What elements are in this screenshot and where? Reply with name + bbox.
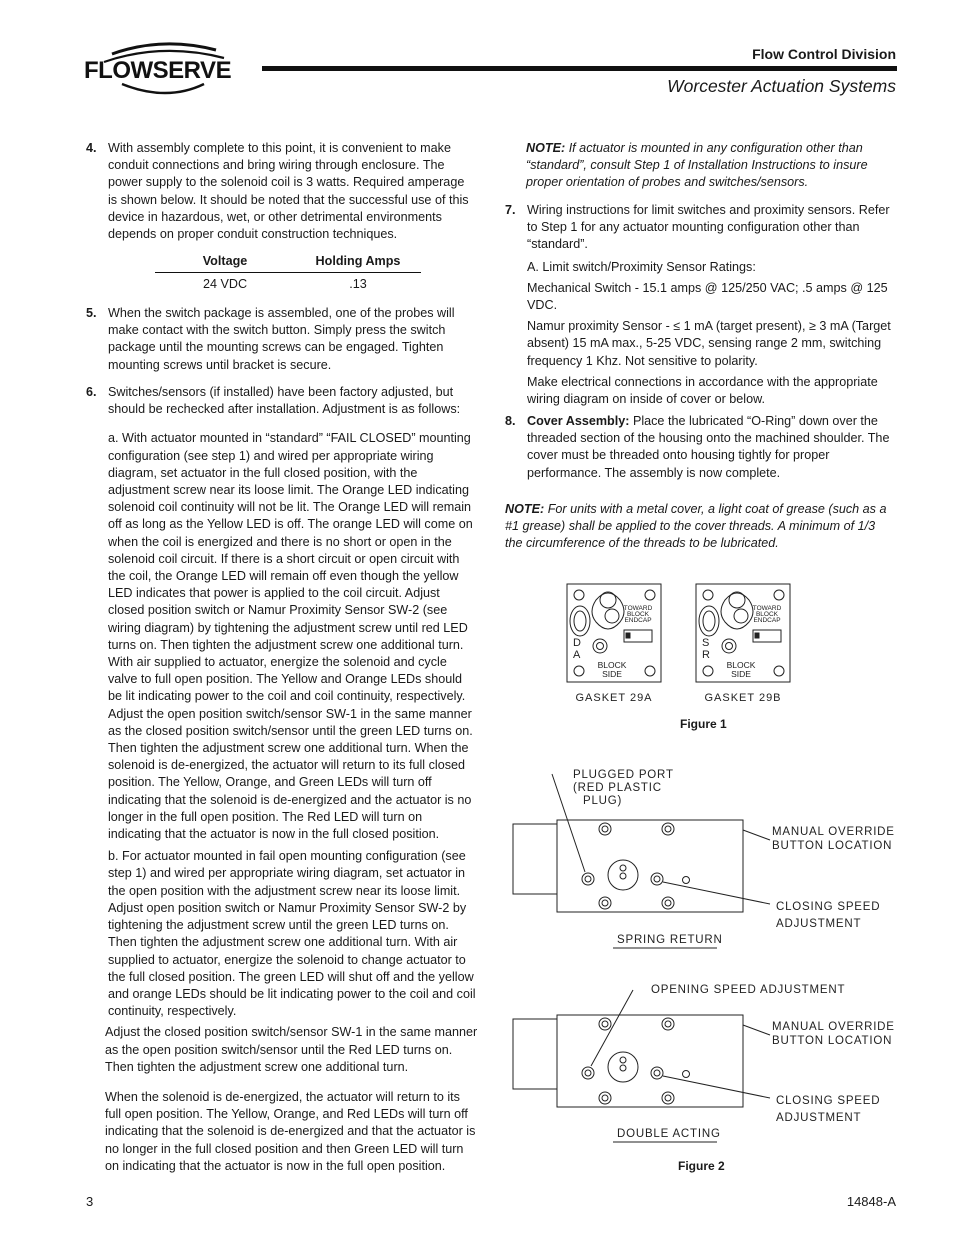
step-8-label: Cover Assembly: [527, 414, 630, 428]
fig1-toward-b-1: TOWARD [752, 605, 782, 612]
fig1-block-b-1: BLOCK [726, 660, 756, 670]
fig1-letter-a: A [573, 649, 581, 661]
gasket-29b [696, 584, 790, 704]
note-2-text: For units with a metal cover, a light coat of grease (such as a #1 grease) shall be applied to the cover threads. A minimum of 1/3 the circumference of the threads to be lubricated. [505, 502, 887, 551]
note-2 [505, 501, 893, 553]
gasket-29a [567, 584, 661, 704]
step-8-text: Place the lubricated “O-Ring” down over the threaded section of the housing onto the machined shoulder. The cover must be threaded onto housing tightly for proper performance. The assembly is now complete. [527, 414, 890, 480]
gasket-29b-label: GASKET 29B [704, 692, 782, 704]
page-number: 3 [86, 1194, 94, 1209]
manual-override-label-3: MANUAL OVERRIDE [772, 1021, 895, 1033]
note-1-text: If actuator is mounted in any configuration other than “standard”, consult Step 1 of Installation Instructions to insure proper orientation of probes and switches/sensors. [526, 141, 868, 190]
closing-speed-label-3: CLOSING SPEED [776, 1095, 881, 1107]
note-1-label: NOTE: [526, 141, 566, 155]
amps-table [155, 252, 421, 291]
fig1-letter-d: D [573, 637, 581, 649]
table-row: 24 VDC .13 [202, 277, 367, 291]
step-4-text: With assembly complete to this point, it is convenient to make conduit connections and bring wiring through enclosure. The power supply to the solenoid coil is 3 watts. Required amperage is shown below. It should be noted that the successful use of this device in hazardous, wet, or other detrimental environments depends on proper conduit construction techniques. [108, 141, 469, 242]
fig1-toward-b-3: ENDCAP [753, 617, 781, 624]
fig1-toward-a-1: TOWARD [623, 605, 653, 612]
note-2-label: NOTE: [505, 502, 545, 516]
figure-1-gaskets [560, 578, 800, 708]
step-6: 6. Switches/sensors (if installed) have been factory adjusted, but should be rechecked after installation. Adjustment is as follows: a. With actuator mounted in “standard” “FAIL CLOSED” mounting configuration (see step 1) and wired per appropriate wiring diagram, set actuator in the full closed position, with the adjustment screw near its loose limit. The Orange LED indicating solenoid coil continuity will not be lit. The Orange LED will remain off as long as the Yellow LED is off. The orange LED will come on when the coil is energized and there is no short or open in the solenoid coil circuit. If there is a short circuit or open circuit with the coil, the Orange LED will remain off even though the yellow LED indicates that power is applied to the coil circuit. Adjust closed position switch or Namur Proximity Sensor SW-2 (see wiring diagram) by tightening the adjustment screw until red LED turns on. Then tighten the adjustment screw one additional turn. With air supplied to actuator, energize the solenoid and cycle valve to full open position. The Yellow and Orange LEDs should be lit indicating power to the coil and coil continuity, respectively. Adjust the open position switch/sensor SW-1 in the same manner as the closed position switch/sensor until the green LED turns on. Then tighten the adjustment screw one additional turn. When the solenoid is de-energized, the actuator will return to its full closed position. The Yellow, Orange, and Green LEDs will turn off indicating that the solenoid is de-energized and the actuator is no longer in the full open position. The Red LED will turn on indicating that the actuator is now in the full closed position. b. For actuator mounted in fail open mounting configuration (see step 1) and wired per appropriate wiring diagram, set actuator in the open position with the adjustment screw near its loose limit. Adjust open position switch or Namur Proximity Sensor SW-2 by tightening the adjustment screw until the green LED turns on. Then tighten the adjustment screw one additional turn. With air supplied to actuator, energize the solenoid to change actuator to the full closed position. The green LED will shut off and the yellow and orange LEDs should be lit indicating power to the coil and coil continuity, respectively. Adjust the closed position switch/sensor SW-1 in the same manner as the open position switch/sensor until the Red LED turns on. Then tighten the adjustment screw one additional turn. When the solenoid is de-energized, the actuator will return to its full open position. The Yellow, Orange, and Red LEDs will turn off indicating that the solenoid is de-energized and that the actuator is no longer in the full closed position and then Green LED will turn on indicating that the actuator is now in the full open position. [86, 384, 478, 1175]
step-4: 4. With assembly complete to this point, it is convenient to make conduit connections and bring wiring through enclosure. The power supply to the solenoid coil is 3 watts. Required amperage is shown below. It should be noted that the successful use of this device in hazardous, wet, or other detrimental environments depends on proper conduit construction techniques. [86, 140, 476, 243]
step-7-namur: Namur proximity Sensor - ≤ 1 mA (target present), ≥ 3 mA (Target absent) 15 mA max., 5-25 VDC, sensing range 2 mm, switching frequency 1 Khz. Not sensitive to polarity. [527, 319, 891, 368]
fig1-block-a-2: SIDE [602, 669, 622, 679]
step-5: 5. When the switch package is assembled, one of the probes will make contact with the switch button. Simply press the switch package until the mounting screws can be engaged. Tighten mounting screws until bracket is secure. [86, 305, 476, 374]
table-header-amps: Holding Amps [295, 252, 421, 273]
plugged-port-label-3: PLUG) [583, 795, 623, 807]
manual-override-label-2: BUTTON LOCATION [772, 840, 893, 852]
step-7-a: A. Limit switch/Proximity Sensor Ratings: [527, 259, 756, 274]
fig1-block-b-2: SIDE [731, 669, 751, 679]
logo-text: FLOWSERVE [84, 57, 232, 84]
closing-speed-label-1: CLOSING SPEED [776, 901, 881, 913]
step-6-text: Switches/sensors (if installed) have been factory adjusted, but should be rechecked after installation. Adjustment is as follows: [108, 385, 461, 417]
step-5-text: When the switch package is assembled, one of the probes will make contact with the switch button. Simply press the switch package until the mounting screws can be engaged. Tighten mounting screws until bracket is secure. [108, 306, 455, 372]
system-title: Worcester Actuation Systems [667, 76, 896, 96]
opening-speed-label: OPENING SPEED ADJUSTMENT [651, 984, 846, 996]
table-header-voltage: Voltage [155, 252, 295, 273]
fig1-toward-a-3: ENDCAP [624, 617, 652, 624]
plugged-port-label-1: PLUGGED PORT [573, 769, 674, 781]
step-6-a: a. With actuator mounted in “standard” “FAIL CLOSED” mounting configuration (see step 1) and wired per appropriate wiring diagram, set actuator in the full closed position, with the adjustment screw near its loose limit. The Orange LED indicating solenoid coil continuity will not be lit. The Orange LED will remain off as long as the Yellow LED is off. The orange LED will come on when the coil is energized and there is no short or open in the solenoid coil circuit. If there is a short circuit or open circuit with the coil, the Orange LED will remain off even though the yellow LED indicates that power is applied to the coil circuit. Adjust closed position switch or Namur Proximity Sensor SW-2 (see wiring diagram) by tightening the adjustment screw until red LED turns on. Then tighten the adjustment screw one additional turn. With air supplied to actuator, energize the solenoid and cycle valve to full open position. The Yellow and Orange LEDs should be lit indicating power to the coil and coil continuity, respectively. Adjust the open position switch/sensor SW-1 in the same manner as the closed position switch/sensor until the green LED turns on. Then tighten the adjustment screw one additional turn. When the solenoid is de-energized, the actuator will return to its full closed position. The Yellow, Orange, and Green LEDs will turn off indicating that the solenoid is de-energized and the actuator is no longer in the full open position. The Red LED will turn on indicating that the actuator is now in the full closed position. [108, 431, 473, 842]
document-number: 14848-A [846, 1194, 896, 1209]
double-acting-block [513, 990, 770, 1107]
manual-override-label-4: BUTTON LOCATION [772, 1035, 893, 1047]
gasket-29a-label: GASKET 29A [575, 692, 653, 704]
step-8: 8. Cover Assembly: Place the lubricated “O-Ring” down over the threaded section of the housing onto the machined shoulder. The cover must be threaded onto housing tightly for proper performance. The assembly is now complete. [505, 414, 890, 480]
note-1 [526, 140, 891, 192]
figure-1-caption: Figure 1 [680, 717, 727, 731]
manual-override-label-1: MANUAL OVERRIDE [772, 826, 895, 838]
division-title: Flow Control Division [752, 46, 896, 62]
step-7: 7. Wiring instructions for limit switches and proximity sensors. Refer to Step 1 for any actuator mounting configuration other than “standard”. A. Limit switch/Proximity Sensor Ratings: Mechanical Switch - 15.1 amps @ 125/250 VAC; .5 amps @ 125 VDC. Namur proximity Sensor - ≤ 1 mA (target present), ≥ 3 mA (Target absent) 15 mA max., 5-25 VDC, sensing range 2 mm, switching frequency 1 Khz. Not sensitive to polarity. Make electrical connections in accordance with the appropriate wiring diagram on inside of cover or below. [505, 202, 893, 408]
spring-return-label: SPRING RETURN [617, 934, 723, 946]
spring-return-block [513, 774, 770, 912]
double-acting-label: DOUBLE ACTING [617, 1128, 721, 1140]
figure-2-diagram [505, 762, 895, 1152]
step-6-c: Adjust the closed position switch/sensor SW-1 in the same manner as the open position switch/sensor until the Red LED turns on. Then tighten the adjustment screw one additional turn. [105, 1025, 478, 1074]
closing-speed-label-4: ADJUSTMENT [776, 1112, 862, 1124]
flowserve-logo [82, 40, 242, 100]
step-6-d: When the solenoid is de-energized, the actuator will return to its full open position. The Yellow, Orange, and Red LEDs will turn off indicating that the solenoid is de-energized and that the actuator is no longer in the full closed position and then Green LED will turn on indicating that the actuator is now in the full open position. [105, 1089, 476, 1173]
figure-2-caption: Figure 2 [678, 1159, 725, 1173]
step-7-conn: Make electrical connections in accordance with the appropriate wiring diagram on inside of cover or below. [527, 374, 878, 407]
step-7-mech: Mechanical Switch - 15.1 amps @ 125/250 VAC; .5 amps @ 125 VDC. [527, 280, 888, 313]
closing-speed-label-2: ADJUSTMENT [776, 918, 862, 930]
step-6-b: b. For actuator mounted in fail open mounting configuration (see step 1) and wired per appropriate wiring diagram, set actuator in the open position with the adjustment screw near its loose limit. Adjust open position switch or Namur Proximity Sensor SW-2 by tightening the adjustment screw until the green LED turns on. Then tighten the adjustment screw one additional turn. With air supplied to actuator, energize the solenoid to change actuator to the full closed position. The green LED will shut off and the yellow and orange LEDs should be lit indicating power to the coil and coil continuity, respectively. [108, 849, 476, 1019]
fig1-toward-a-2: BLOCK [626, 611, 650, 618]
fig1-block-a-1: BLOCK [597, 660, 627, 670]
step-7-text: Wiring instructions for limit switches and proximity sensors. Refer to Step 1 for any actuator mounting configuration other than “standard”. [527, 203, 890, 252]
fig1-letter-s: S [702, 637, 710, 649]
header-rule [262, 66, 897, 71]
plugged-port-label-2: (RED PLASTIC [573, 782, 662, 794]
fig1-letter-r: R [702, 649, 710, 661]
fig1-toward-b-2: BLOCK [755, 611, 779, 618]
